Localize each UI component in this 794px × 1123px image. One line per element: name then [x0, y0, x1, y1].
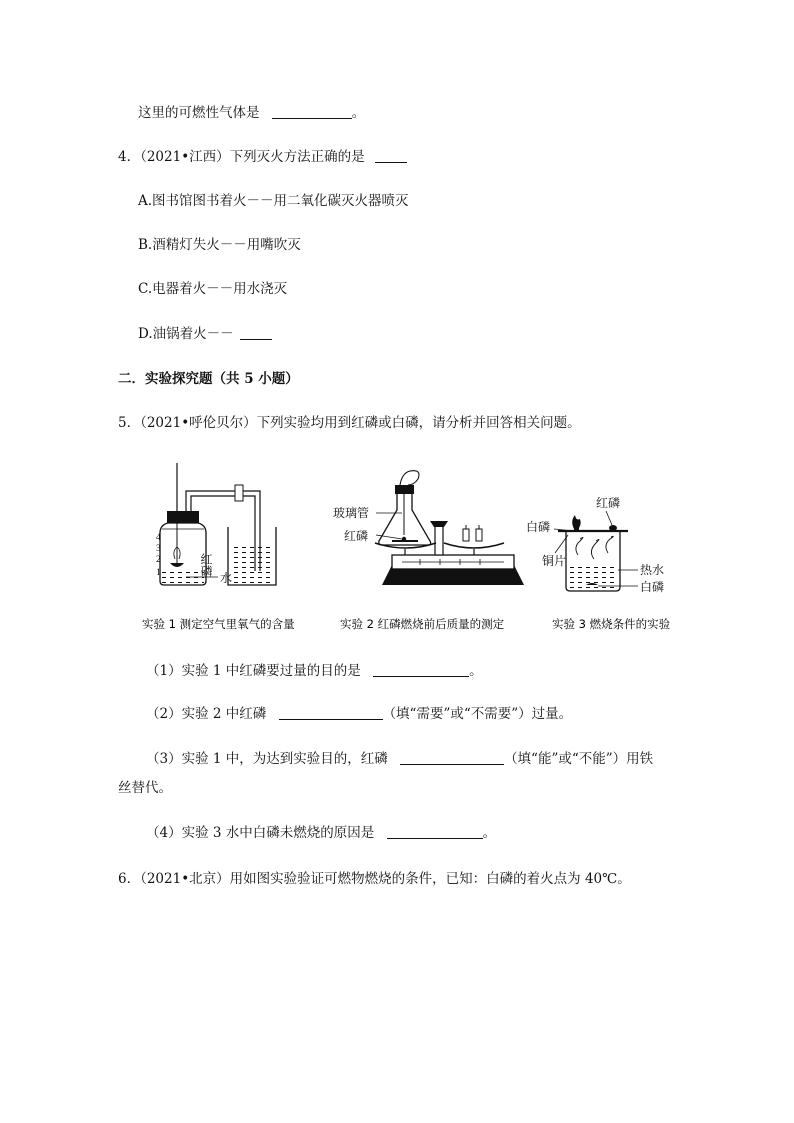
q4-option-a: [138, 191, 409, 211]
q5-text: 下列实验均用到红磷或白磷，请分析并回答相关问题。: [256, 415, 581, 431]
rubber-stopper: [167, 511, 199, 523]
q5-3-answer-blank[interactable]: [400, 750, 504, 765]
q4-option-c: [138, 279, 287, 299]
option-text: 电器着火－－用水浇灭: [152, 281, 288, 297]
q4-source: （2021•江西）: [140, 149, 230, 165]
experiment-2-apparatus: [375, 471, 524, 585]
q5-part-2: [146, 704, 572, 724]
q5-part-1: [146, 661, 483, 681]
experiment-1-ticks: [156, 533, 161, 578]
part-end: 。: [469, 663, 483, 679]
part-end: （填“能”或“不能”）用铁: [504, 751, 654, 767]
tick-4: 4: [156, 533, 161, 543]
q4d-answer-blank[interactable]: [240, 325, 272, 340]
q6-number: 6．: [118, 871, 141, 887]
q5-4-answer-blank[interactable]: [387, 824, 483, 839]
tick-2: 2: [156, 555, 161, 565]
q5-2-answer-blank[interactable]: [279, 705, 383, 720]
exp3-label-red-p: 红磷: [596, 496, 621, 510]
option-letter: C.: [138, 281, 153, 297]
option-letter: A.: [138, 193, 153, 209]
tick-3: 3: [156, 544, 161, 554]
q5-stem: [118, 413, 581, 433]
q5-1-answer-blank[interactable]: [373, 662, 469, 677]
q4-number: 4．: [118, 149, 141, 165]
q5-part-3: [146, 749, 653, 769]
option-text: 图书馆图书着火－－用二氧化碳灭火器喷灭: [152, 193, 409, 209]
q6-source: （2021•北京）: [140, 871, 230, 887]
exp3-label-white-p-bottom: 白磷: [640, 580, 665, 594]
tick-1: 1: [156, 568, 161, 578]
q4-stem: [118, 147, 407, 167]
q4-option-b: [138, 235, 301, 255]
exp1-caption: 实验 1 测定空气里氧气的含量: [142, 617, 295, 631]
experiment-3-apparatus: [554, 511, 638, 591]
q5-part-3-cont: 丝替代。: [118, 780, 172, 796]
exp3-label-hot-water: 热水: [640, 563, 665, 577]
option-text: 酒精灯失火－－用嘴吹灭: [152, 237, 301, 253]
exp1-label-red-p: 红磷: [199, 553, 213, 577]
q6-text: 用如图实验验证可燃物燃烧的条件，已知：白磷的着火点为 40℃。: [229, 871, 631, 887]
exp2-label-glass-tube: 玻璃管: [333, 506, 370, 520]
q6-stem: [118, 869, 631, 889]
exp3-caption: 实验 3 燃烧条件的实验: [552, 617, 671, 631]
option-text: 油锅着火－－: [152, 326, 234, 342]
q3-tail-text: 这里的可燃性气体是: [138, 105, 260, 121]
q3-tail-line: [138, 103, 365, 123]
part-end: （填“需要”或“不需要”）过量。: [382, 706, 573, 722]
q3-tail-end: 。: [351, 105, 366, 121]
section-2-heading: 二．实验探究题（共 5 小题）: [118, 371, 299, 387]
exp2-caption: 实验 2 红磷燃烧前后质量的测定: [340, 617, 505, 631]
part-end: 。: [482, 825, 497, 841]
exp2-label-red-p: 红磷: [344, 529, 369, 543]
q5-source: （2021•呼伦贝尔）: [140, 415, 257, 431]
exp1-label-water: 水: [220, 571, 233, 585]
q5-number: 5．: [118, 415, 141, 431]
part-text: （2）实验 2 中红磷: [146, 706, 267, 722]
q3-answer-blank[interactable]: [272, 104, 352, 119]
part-text: （3）实验 1 中，为达到实验目的，红磷: [146, 751, 388, 767]
part-text: （4）实验 3 水中白磷未燃烧的原因是: [146, 825, 375, 841]
q4-text: 下列灭火方法正确的是: [229, 149, 365, 165]
q4-option-d: [138, 324, 272, 344]
exp3-label-copper: 铜片: [542, 554, 567, 568]
experiment-figure: [130, 455, 690, 640]
part-text: （1）实验 1 中红磷要过量的目的是: [146, 663, 361, 679]
exp3-label-white-p-top: 白磷: [526, 520, 551, 534]
option-letter: D.: [138, 326, 153, 342]
option-letter: B.: [138, 237, 153, 253]
experiment-1-apparatus: [160, 463, 276, 585]
q4-answer-blank[interactable]: [375, 148, 407, 163]
q5-part-4: [146, 823, 496, 843]
